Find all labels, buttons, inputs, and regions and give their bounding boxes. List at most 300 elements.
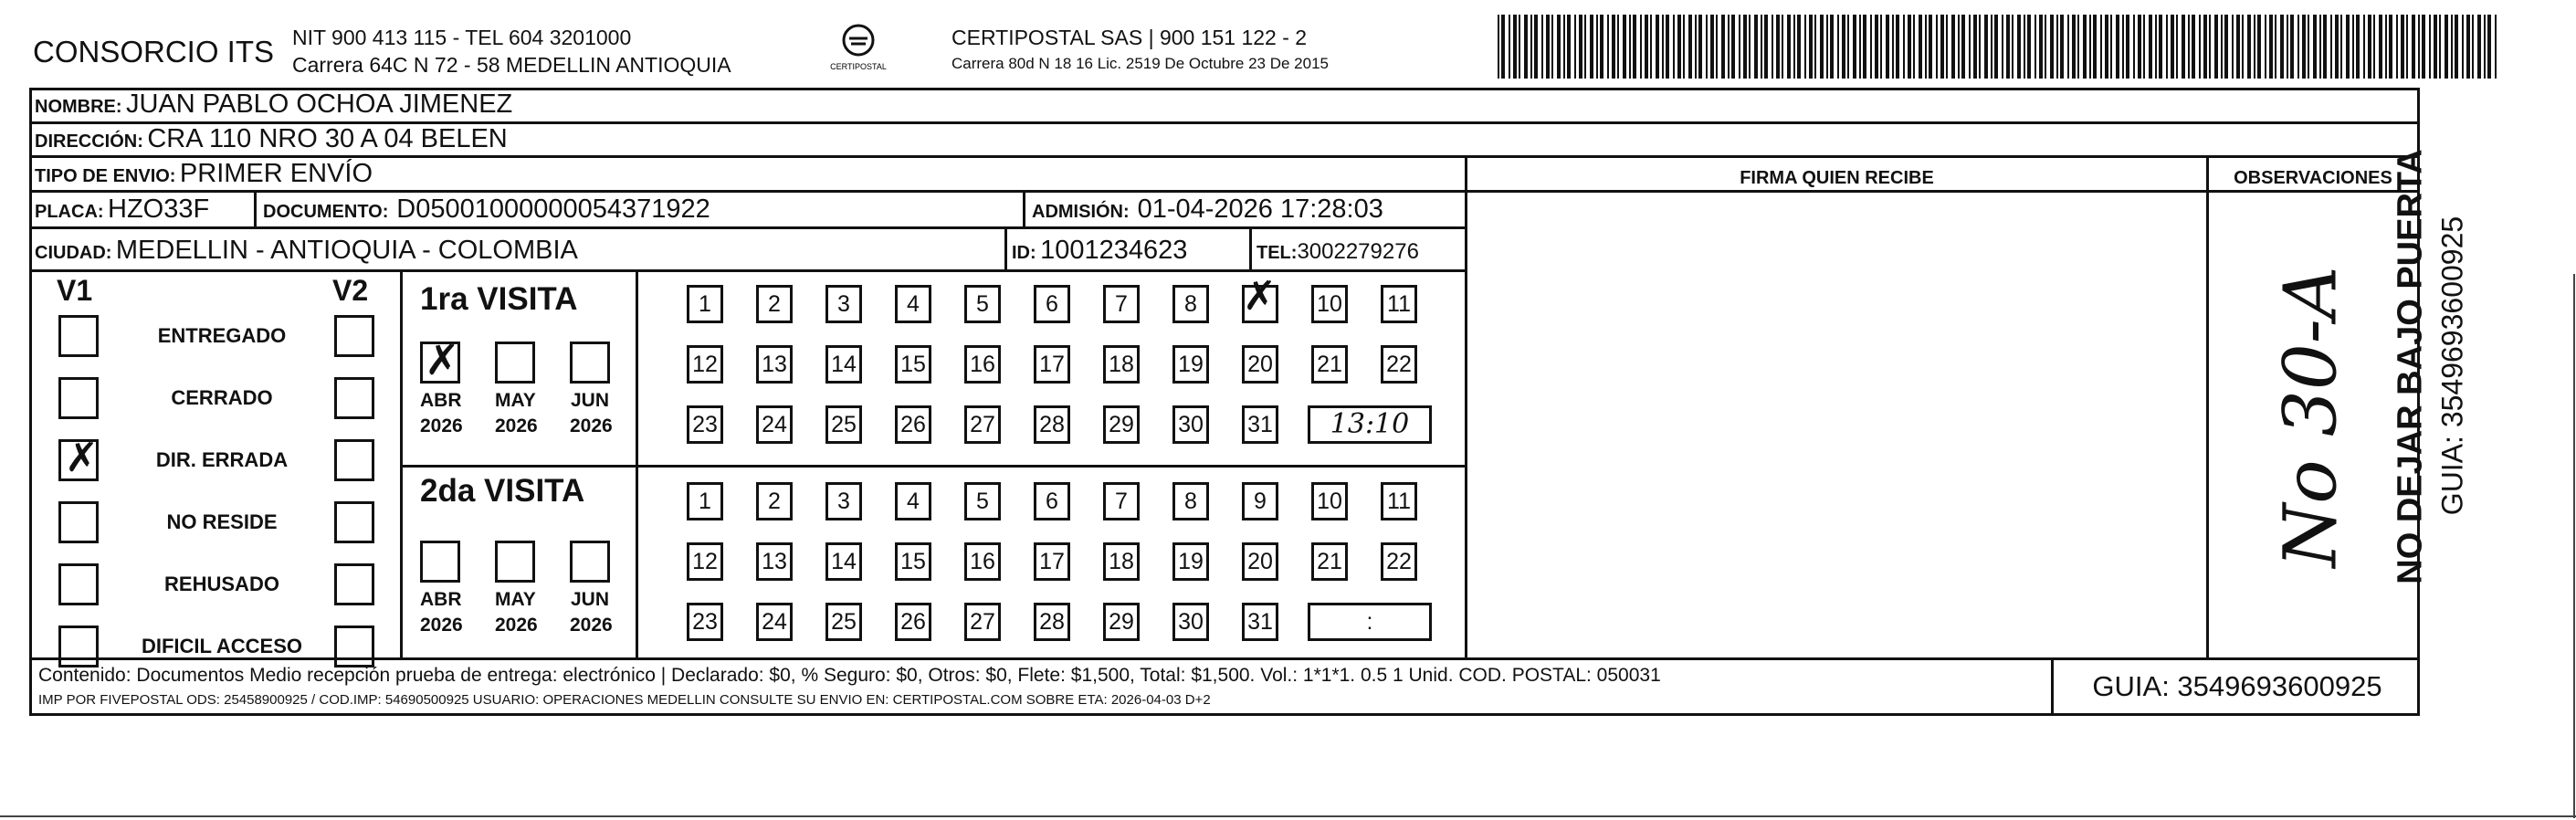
day-box[interactable]: 23 — [687, 603, 723, 641]
day-box[interactable]: 18 — [1103, 345, 1140, 384]
barcode-bar — [2188, 15, 2190, 79]
barcode-bar — [1842, 15, 1845, 79]
barcode-bar — [1739, 15, 1740, 79]
month-checkbox[interactable] — [495, 541, 535, 583]
barcode-bar — [1524, 15, 1528, 79]
status-label: REHUSADO — [164, 573, 279, 595]
barcode-bar — [1961, 15, 1965, 79]
day-box[interactable] — [1242, 273, 1278, 323]
day-box[interactable]: 2 — [756, 285, 793, 323]
day-box[interactable]: 20 — [1242, 542, 1278, 581]
barcode-bar — [2290, 15, 2294, 79]
observaciones-text: No 30-A — [2267, 266, 2353, 568]
firma-header: FIRMA QUIEN RECIBE — [1740, 168, 1934, 188]
day-box[interactable]: 4 — [895, 482, 931, 520]
barcode-bar — [2133, 15, 2135, 79]
barcode-bar — [2323, 15, 2327, 79]
barcode-bar — [1880, 15, 1882, 79]
barcode-bar — [2269, 15, 2273, 79]
barcode-bar — [1534, 15, 1538, 79]
barcode-bar — [1896, 15, 1899, 79]
day-box[interactable]: 19 — [1172, 345, 1209, 384]
barcode-bar — [1761, 15, 1762, 79]
footer-contenido: Contenido: Documentos Medio recepción prueba de entrega: electrónico | Declarado: $0, % Seguro: $0, Otros: $0, Flete: $1,500, Total: $1,500. Vol.: 1*1*1. 0.5 1 Unid. COD. POSTAL: 050031 — [38, 665, 1661, 686]
placa-field — [35, 194, 209, 225]
barcode-bar — [1919, 15, 1922, 79]
barcode-bar — [1814, 15, 1816, 79]
month-label: ABR — [420, 589, 462, 610]
day-box[interactable]: 29 — [1103, 603, 1140, 641]
barcode-bar — [1590, 15, 1593, 79]
v2-checkbox[interactable] — [334, 501, 374, 543]
barcode-bar — [2396, 15, 2398, 79]
barcode-bar — [2352, 15, 2354, 79]
v1-label: V1 — [57, 274, 93, 307]
barcode-bar — [2012, 15, 2013, 79]
day-box[interactable]: 7 — [1103, 482, 1140, 520]
barcode-bar — [2067, 15, 2069, 79]
time-box[interactable]: 13:10 — [1308, 405, 1432, 444]
barcode-bar — [1809, 15, 1813, 79]
check-mark-icon: ✗ — [65, 435, 99, 481]
barcode-bar — [1925, 15, 1927, 79]
day-box[interactable]: 15 — [895, 542, 931, 581]
barcode-bar — [2356, 15, 2360, 79]
barcode-bar — [2340, 15, 2342, 79]
day-box[interactable]: 30 — [1172, 405, 1209, 444]
barcode-bar — [1607, 15, 1609, 79]
day-box[interactable]: 12 — [687, 542, 723, 581]
year-label: 2026 — [570, 415, 613, 436]
logo-text: CERTIPOSTAL — [830, 62, 887, 71]
day-box[interactable]: 14 — [825, 542, 862, 581]
day-box[interactable]: 17 — [1034, 345, 1070, 384]
day-box[interactable]: 4 — [895, 285, 931, 323]
ciudad-value: MEDELLIN - ANTIOQUIA - COLOMBIA — [115, 236, 578, 265]
barcode-bar — [1886, 15, 1889, 79]
day-box[interactable]: 10 — [1311, 285, 1348, 323]
v2-label: V2 — [332, 274, 369, 307]
barcode-bar — [1903, 15, 1905, 79]
barcode-bar — [1519, 15, 1520, 79]
v2-checkbox[interactable] — [334, 377, 374, 419]
barcode-bar — [1764, 15, 1768, 79]
year-label: 2026 — [495, 615, 538, 636]
sender-address: Carrera 64C N 72 - 58 MEDELLIN ANTIOQUIA — [292, 53, 731, 77]
barcode-bar — [1830, 15, 1834, 79]
barcode-bar — [2466, 15, 2470, 79]
day-box[interactable]: 21 — [1311, 542, 1348, 581]
tel-field — [1256, 239, 1419, 265]
barcode-bar — [2346, 15, 2350, 79]
barcode-bar — [2077, 15, 2079, 79]
barcode-bar — [2138, 15, 2141, 79]
day-box[interactable]: 26 — [895, 603, 931, 641]
barcode-bar — [1706, 15, 1708, 79]
barcode-bar — [1973, 15, 1977, 79]
v1-checkbox[interactable] — [58, 435, 99, 481]
day-box[interactable]: 30 — [1172, 603, 1209, 641]
barcode-bar — [1929, 15, 1932, 79]
barcode-bar — [1546, 15, 1550, 79]
observaciones-header: OBSERVACIONES — [2234, 168, 2392, 188]
day-box[interactable]: 1 — [687, 482, 723, 520]
barcode-bar — [2472, 15, 2474, 79]
placa-label: PLACA: — [35, 202, 104, 222]
month-label: MAY — [495, 589, 536, 610]
barcode-bar — [2477, 15, 2481, 79]
v2-checkbox[interactable] — [334, 563, 374, 605]
footer-imp: IMP POR FIVEPOSTAL ODS: 25458900925 / COD.IMP: 54690500925 USUARIO: OPERACIONES MEDELLIN CONSULTE SU ENVIO EN: CERTIPOSTAL.COM SOBRE ETA: 2026-04-03 D+2 — [38, 692, 1211, 708]
side-warning: NO DEJAR BAJO PUERTA — [2391, 149, 2430, 584]
barcode-bar — [2319, 15, 2321, 79]
check-mark-icon: ✗ — [425, 335, 460, 384]
barcode-bar — [2308, 15, 2309, 79]
barcode-bar — [1650, 15, 1652, 79]
day-box[interactable]: 24 — [756, 405, 793, 444]
day-box[interactable]: 6 — [1034, 482, 1070, 520]
barcode-bar — [1584, 15, 1586, 79]
day-box[interactable]: 29 — [1103, 405, 1140, 444]
barcode-bar — [2232, 15, 2234, 79]
barcode-bar — [1623, 15, 1626, 79]
barcode-bar — [2412, 15, 2415, 79]
barcode-bar — [1776, 15, 1780, 79]
v2-checkbox[interactable] — [334, 626, 374, 668]
barcode-bar — [2017, 15, 2021, 79]
barcode-bar — [2373, 15, 2375, 79]
barcode-bar — [2122, 15, 2124, 79]
barcode-bar — [2100, 15, 2102, 79]
v1-checkbox[interactable] — [58, 626, 99, 668]
direccion-row — [35, 124, 508, 154]
barcode-bar — [1530, 15, 1532, 79]
barcode-bar — [2089, 15, 2091, 79]
barcode-bar — [1787, 15, 1791, 79]
barcode-bar — [1853, 15, 1856, 79]
footer-guia: GUIA: 3549693600925 — [2092, 670, 2382, 702]
ciudad-label: CIUDAD: — [35, 243, 112, 263]
barcode-bar — [2214, 15, 2218, 79]
day-box[interactable]: 28 — [1034, 603, 1070, 641]
visit2-title: 2da VISITA — [420, 473, 585, 509]
day-box[interactable]: 10 — [1311, 482, 1348, 520]
barcode-bar — [2159, 15, 2162, 79]
barcode-bar — [2105, 15, 2108, 79]
barcode-bar — [1645, 15, 1648, 79]
time-box[interactable]: : — [1308, 603, 1432, 641]
month-checkbox[interactable] — [570, 342, 610, 384]
barcode-bar — [2045, 15, 2046, 79]
barcode-bar — [1859, 15, 1861, 79]
sender-company: CONSORCIO ITS — [33, 35, 275, 68]
admision-label: ADMISIÓN: — [1032, 202, 1130, 222]
barcode-bar — [1612, 15, 1615, 79]
observaciones-handwriting — [2228, 201, 2392, 621]
day-box[interactable]: 3 — [825, 285, 862, 323]
barcode-bar — [1509, 15, 1510, 79]
barcode-bar — [2302, 15, 2306, 79]
day-box[interactable]: 20 — [1242, 345, 1278, 384]
barcode-bar — [1940, 15, 1944, 79]
month-label: JUN — [570, 390, 609, 411]
barcode-bar — [1677, 15, 1681, 79]
day-box[interactable]: 24 — [756, 603, 793, 641]
barcode-bar — [2422, 15, 2425, 79]
barcode-bar — [2224, 15, 2228, 79]
day-box[interactable]: 16 — [964, 542, 1001, 581]
status-label: NO RESIDE — [166, 510, 278, 533]
barcode-bar — [1837, 15, 1839, 79]
documento-label: DOCUMENTO: — [263, 202, 389, 222]
day-box[interactable]: 31 — [1242, 405, 1278, 444]
barcode-bar — [1820, 15, 1824, 79]
direccion-label: DIRECCIÓN: — [35, 131, 143, 152]
barcode-bar — [1563, 15, 1565, 79]
barcode-bar — [1567, 15, 1571, 79]
barcode-bar — [1728, 15, 1730, 79]
carrier-name: CERTIPOSTAL SAS | 900 151 122 - 2 — [952, 26, 1308, 49]
day-box[interactable]: 17 — [1034, 542, 1070, 581]
barcode-bar — [1574, 15, 1576, 79]
barcode-bar — [2363, 15, 2365, 79]
year-label: 2026 — [420, 415, 463, 436]
documento-value: D05001000000054371922 — [396, 194, 710, 224]
month-label: ABR — [420, 390, 462, 411]
month-checkbox[interactable] — [495, 342, 535, 384]
barcode-bar — [2192, 15, 2195, 79]
barcode-bar — [2027, 15, 2031, 79]
barcode-bar — [2401, 15, 2404, 79]
barcode-bar — [2451, 15, 2453, 79]
day-box[interactable]: 22 — [1381, 345, 1417, 384]
barcode-bar — [2434, 15, 2437, 79]
carrier-address: Carrera 80d N 18 16 Lic. 2519 De Octubre 23 De 2015 — [952, 55, 1329, 72]
tipo-value: PRIMER ENVÍO — [179, 159, 373, 188]
day-box[interactable]: 26 — [895, 405, 931, 444]
barcode-bar — [1908, 15, 1911, 79]
barcode-bar — [1804, 15, 1806, 79]
barcode-bar — [1936, 15, 1938, 79]
barcode-bar — [2039, 15, 2043, 79]
nombre-label: NOMBRE: — [35, 97, 122, 117]
day-box[interactable]: 12 — [687, 345, 723, 384]
barcode-bar — [1958, 15, 1960, 79]
barcode-bar — [1994, 15, 1998, 79]
v2-checkbox[interactable] — [334, 315, 374, 357]
barcode — [1498, 15, 2502, 79]
day-box[interactable]: 11 — [1381, 285, 1417, 323]
barcode-bar — [1600, 15, 1603, 79]
barcode-bar — [2149, 15, 2152, 79]
month-checkbox[interactable] — [420, 541, 460, 583]
barcode-bar — [2335, 15, 2339, 79]
barcode-bar — [1793, 15, 1795, 79]
admision-value: 01-04-2026 17:28:03 — [1137, 194, 1383, 224]
barcode-bar — [2280, 15, 2284, 79]
status-label: DIR. ERRADA — [155, 448, 289, 471]
day-box[interactable]: 5 — [964, 482, 1001, 520]
barcode-bar — [2143, 15, 2145, 79]
certipostal-logo — [822, 20, 895, 75]
barcode-bar — [1984, 15, 1988, 79]
barcode-bar — [1498, 15, 1499, 79]
day-box[interactable]: 16 — [964, 345, 1001, 384]
month-checkbox[interactable] — [570, 541, 610, 583]
year-label: 2026 — [570, 615, 613, 636]
barcode-bar — [2006, 15, 2010, 79]
day-box[interactable]: 27 — [964, 603, 1001, 641]
barcode-bar — [1951, 15, 1955, 79]
tipo-label: TIPO DE ENVIO: — [35, 166, 176, 186]
barcode-bar — [2203, 15, 2207, 79]
barcode-bar — [2024, 15, 2025, 79]
day-box[interactable]: 8 — [1172, 482, 1209, 520]
barcode-bar — [1683, 15, 1685, 79]
day-box[interactable]: 23 — [687, 405, 723, 444]
barcode-bar — [2110, 15, 2112, 79]
v1-checkbox[interactable] — [58, 501, 99, 543]
barcode-bar — [1749, 15, 1751, 79]
day-box[interactable]: 18 — [1103, 542, 1140, 581]
barcode-bar — [1826, 15, 1828, 79]
barcode-bar — [1863, 15, 1866, 79]
barcode-bar — [1892, 15, 1894, 79]
barcode-bar — [2313, 15, 2317, 79]
barcode-bar — [1673, 15, 1675, 79]
day-box[interactable]: 9 — [1242, 482, 1278, 520]
barcode-bar — [1501, 15, 1505, 79]
barcode-bar — [1991, 15, 1992, 79]
day-box[interactable]: 13 — [756, 345, 793, 384]
barcode-bar — [2275, 15, 2276, 79]
barcode-bar — [2257, 15, 2261, 79]
day-box[interactable]: 6 — [1034, 285, 1070, 323]
barcode-bar — [2495, 15, 2497, 79]
barcode-bar — [1513, 15, 1517, 79]
day-box[interactable]: 25 — [825, 405, 862, 444]
day-box[interactable]: 3 — [825, 482, 862, 520]
barcode-bar — [1743, 15, 1747, 79]
day-box[interactable]: 28 — [1034, 405, 1070, 444]
id-label: ID: — [1012, 243, 1036, 263]
v1-checkbox[interactable] — [58, 315, 99, 357]
barcode-bar — [2002, 15, 2003, 79]
barcode-bar — [2209, 15, 2211, 79]
day-box[interactable]: 21 — [1311, 345, 1348, 384]
year-label: 2026 — [420, 615, 463, 636]
day-box[interactable]: 27 — [964, 405, 1001, 444]
nombre-value: JUAN PABLO OCHOA JIMENEZ — [126, 89, 513, 119]
day-box[interactable]: 25 — [825, 603, 862, 641]
direccion-value: CRA 110 NRO 30 A 04 BELEN — [147, 124, 508, 153]
day-box[interactable]: 2 — [756, 482, 793, 520]
day-box[interactable]: 8 — [1172, 285, 1209, 323]
tipo-row — [35, 159, 373, 189]
status-label: DIFICIL ACCESO — [141, 635, 302, 657]
placa-value: HZO33F — [108, 194, 210, 224]
barcode-bar — [1782, 15, 1783, 79]
month-label: JUN — [570, 589, 609, 610]
barcode-bar — [1754, 15, 1758, 79]
day-box[interactable]: 1 — [687, 285, 723, 323]
barcode-bar — [1551, 15, 1553, 79]
barcode-bar — [2221, 15, 2223, 79]
barcode-bar — [1656, 15, 1659, 79]
day-box[interactable]: 5 — [964, 285, 1001, 323]
day-box[interactable]: 7 — [1103, 285, 1140, 323]
barcode-bar — [2389, 15, 2392, 79]
barcode-bar — [2199, 15, 2201, 79]
barcode-bar — [1617, 15, 1619, 79]
barcode-bar — [2406, 15, 2408, 79]
barcode-bar — [1541, 15, 1543, 79]
barcode-bar — [2171, 15, 2174, 79]
barcode-bar — [1640, 15, 1642, 79]
id-value: 1001234623 — [1040, 236, 1188, 265]
day-box[interactable]: 15 — [895, 345, 931, 384]
barcode-bar — [2487, 15, 2491, 79]
day-box[interactable]: 22 — [1381, 542, 1417, 581]
barcode-bar — [2368, 15, 2371, 79]
barcode-bar — [2254, 15, 2255, 79]
barcode-bar — [2418, 15, 2420, 79]
barcode-bar — [1731, 15, 1735, 79]
month-label: MAY — [495, 390, 536, 411]
barcode-bar — [2242, 15, 2244, 79]
v2-checkbox[interactable] — [334, 439, 374, 481]
barcode-bar — [1662, 15, 1664, 79]
status-label: CERRADO — [171, 386, 273, 409]
barcode-bar — [1629, 15, 1631, 79]
tel-label: TEL: — [1256, 243, 1298, 263]
barcode-bar — [1688, 15, 1692, 79]
v1-checkbox[interactable] — [58, 377, 99, 419]
sender-nit: NIT 900 413 115 - TEL 604 3201000 — [292, 26, 632, 49]
day-box[interactable]: 11 — [1381, 482, 1417, 520]
barcode-bar — [2093, 15, 2097, 79]
barcode-bar — [1913, 15, 1915, 79]
barcode-bar — [1633, 15, 1636, 79]
barcode-bar — [2297, 15, 2299, 79]
day-box[interactable]: 14 — [825, 345, 862, 384]
side-guia: GUIA: 3549693600925 — [2435, 216, 2469, 516]
barcode-bar — [2247, 15, 2251, 79]
id-field — [1012, 236, 1187, 266]
month-checkbox[interactable] — [420, 335, 460, 384]
day-box[interactable]: 19 — [1172, 542, 1209, 581]
day-box[interactable]: 31 — [1242, 603, 1278, 641]
v1-checkbox[interactable] — [58, 563, 99, 605]
barcode-bar — [2050, 15, 2054, 79]
barcode-bar — [1946, 15, 1948, 79]
barcode-bar — [1772, 15, 1773, 79]
barcode-bar — [2236, 15, 2240, 79]
barcode-bar — [1797, 15, 1801, 79]
check-mark-icon: ✗ — [1243, 273, 1277, 320]
barcode-bar — [1710, 15, 1714, 79]
documento-field — [263, 194, 710, 225]
barcode-bar — [1557, 15, 1561, 79]
day-box[interactable]: 13 — [756, 542, 793, 581]
barcode-bar — [2155, 15, 2157, 79]
barcode-bar — [2056, 15, 2058, 79]
barcode-bar — [2060, 15, 2064, 79]
barcode-bar — [1969, 15, 1971, 79]
barcode-bar — [1579, 15, 1582, 79]
barcode-bar — [2429, 15, 2431, 79]
barcode-bar — [2265, 15, 2266, 79]
